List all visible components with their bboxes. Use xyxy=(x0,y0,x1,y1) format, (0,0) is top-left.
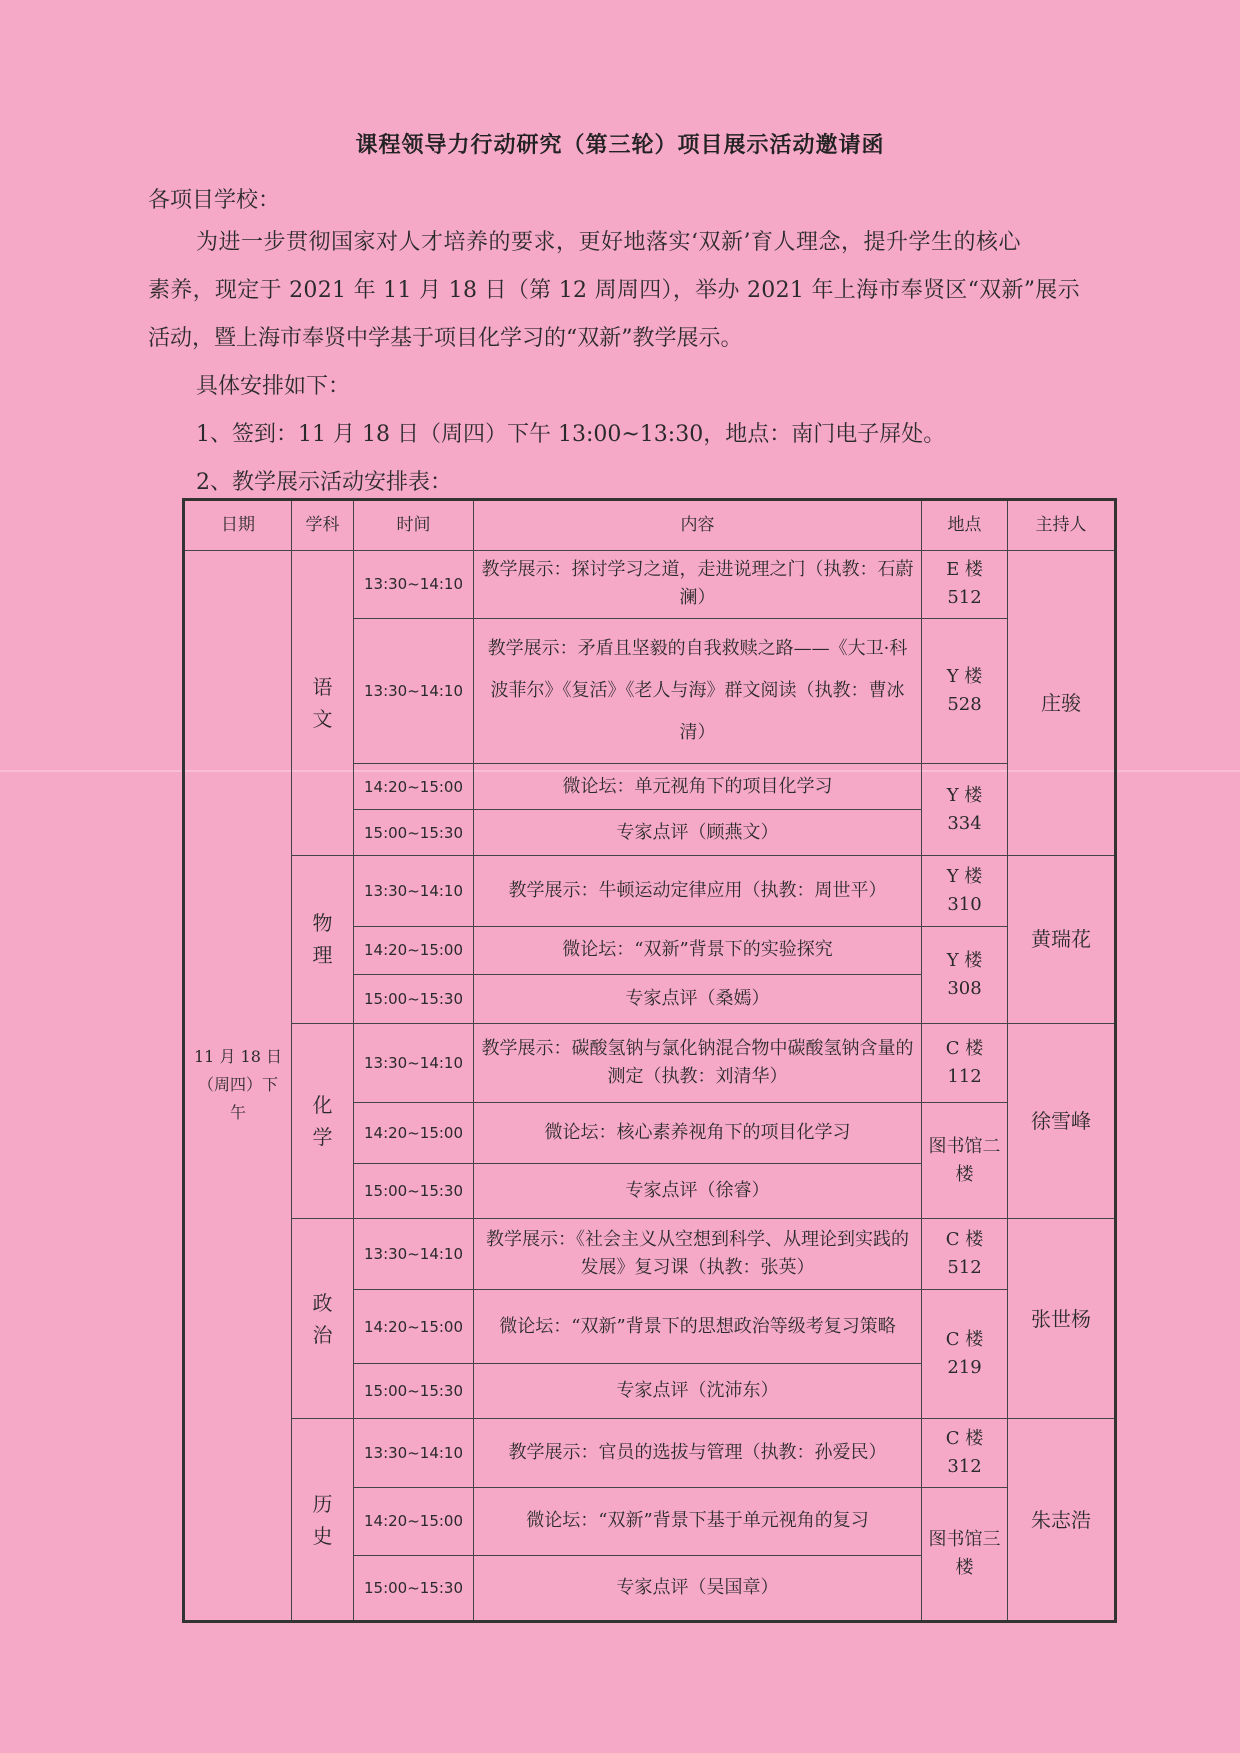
host-cell: 朱志浩 xyxy=(1008,1419,1116,1622)
location-cell: E 楼 512 xyxy=(922,550,1008,618)
header-date: 日期 xyxy=(184,500,292,551)
content-cell: 专家点评（沈沛东） xyxy=(474,1364,922,1419)
host-cell: 张世杨 xyxy=(1008,1219,1116,1419)
time-cell: 13:30~14:10 xyxy=(354,550,474,618)
time-cell: 14:20~15:00 xyxy=(354,1487,474,1555)
header-subject: 学科 xyxy=(292,500,354,551)
table-header-row xyxy=(184,500,1116,551)
content-cell: 教学展示：矛盾且坚毅的自我救赎之路——《大卫·科波菲尔》《复活》《老人与海》群文阅读（执教：曹冰清） xyxy=(474,618,922,763)
time-cell: 13:30~14:10 xyxy=(354,1023,474,1102)
content-cell: 微论坛：单元视角下的项目化学习 xyxy=(474,763,922,809)
content-cell: 微论坛：核心素养视角下的项目化学习 xyxy=(474,1102,922,1164)
subject-cell: 政治 xyxy=(292,1219,354,1419)
location-cell: 图书馆二楼 xyxy=(922,1102,1008,1219)
content-cell: 教学展示：牛顿运动定律应用（执教：周世平） xyxy=(474,856,922,926)
time-cell: 13:30~14:10 xyxy=(354,1219,474,1289)
date-cell: 11 月 18 日（周四）下午 xyxy=(184,550,292,1621)
subject-cell: 历史 xyxy=(292,1419,354,1622)
content-cell: 专家点评（桑嫣） xyxy=(474,975,922,1023)
content-cell: 专家点评（徐睿） xyxy=(474,1164,922,1219)
content-cell: 教学展示：碳酸氢钠与氯化钠混合物中碳酸氢钠含量的测定（执教：刘清华） xyxy=(474,1023,922,1102)
content-cell: 教学展示：探讨学习之道，走进说理之门（执教：石蔚澜） xyxy=(474,550,922,618)
host-cell: 庄骏 xyxy=(1008,550,1116,856)
location-cell: C 楼 512 xyxy=(922,1219,1008,1289)
paragraph-line-1: 为进一步贯彻国家对人才培养的要求，更好地落实‘双新’育人理念，提升学生的核心 xyxy=(196,230,1021,255)
time-cell: 14:20~15:00 xyxy=(354,1102,474,1164)
arrangement-intro: 具体安排如下： xyxy=(196,374,351,399)
greeting: 各项目学校： xyxy=(148,188,281,213)
document-title: 课程领导力行动研究（第三轮）项目展示活动邀请函 xyxy=(355,133,885,158)
schedule-table xyxy=(182,498,1117,1623)
table-row xyxy=(184,1219,1116,1289)
header-host: 主持人 xyxy=(1008,500,1116,551)
table-row xyxy=(184,1023,1116,1102)
location-cell: Y 楼 528 xyxy=(922,618,1008,763)
location-cell: C 楼 312 xyxy=(922,1419,1008,1487)
content-cell: 微论坛：“双新”背景下的实验探究 xyxy=(474,926,922,974)
location-cell: Y 楼 334 xyxy=(922,763,1008,855)
header-content: 内容 xyxy=(474,500,922,551)
time-cell: 15:00~15:30 xyxy=(354,1555,474,1621)
time-cell: 15:00~15:30 xyxy=(354,810,474,856)
time-cell: 14:20~15:00 xyxy=(354,763,474,809)
content-cell: 微论坛：“双新”背景下基于单元视角的复习 xyxy=(474,1487,922,1555)
time-cell: 13:30~14:10 xyxy=(354,856,474,926)
subject-cell: 语文 xyxy=(292,550,354,856)
time-cell: 14:20~15:00 xyxy=(354,926,474,974)
location-cell: Y 楼 308 xyxy=(922,926,1008,1023)
time-cell: 15:00~15:30 xyxy=(354,975,474,1023)
header-time: 时间 xyxy=(354,500,474,551)
content-cell: 教学展示：《社会主义从空想到科学、从理论到实践的发展》复习课（执教：张英） xyxy=(474,1219,922,1289)
time-cell: 15:00~15:30 xyxy=(354,1164,474,1219)
schedule-intro: 2、教学展示活动安排表： xyxy=(196,470,452,495)
header-location: 地点 xyxy=(922,500,1008,551)
location-cell: Y 楼 310 xyxy=(922,856,1008,926)
content-cell: 专家点评（顾燕文） xyxy=(474,810,922,856)
paragraph-line-2: 素养，现定于 2021 年 11 月 18 日（第 12 周周四），举办 2021 年上海市奉贤区“双新”展示 xyxy=(148,278,1080,303)
content-cell: 专家点评（吴国章） xyxy=(474,1555,922,1621)
location-cell: C 楼 219 xyxy=(922,1289,1008,1419)
location-cell: 图书馆三楼 xyxy=(922,1487,1008,1621)
host-cell: 黄瑞花 xyxy=(1008,856,1116,1023)
host-cell: 徐雪峰 xyxy=(1008,1023,1116,1219)
table-row xyxy=(184,1419,1116,1487)
location-cell: C 楼 112 xyxy=(922,1023,1008,1102)
signin-info: 1、签到：11 月 18 日（周四）下午 13:00~13:30，地点：南门电子屏处。 xyxy=(196,422,946,447)
content-cell: 微论坛：“双新”背景下的思想政治等级考复习策略 xyxy=(474,1289,922,1364)
content-cell: 教学展示：官员的选拔与管理（执教：孙爱民） xyxy=(474,1419,922,1487)
time-cell: 15:00~15:30 xyxy=(354,1364,474,1419)
table-row xyxy=(184,856,1116,926)
time-cell: 14:20~15:00 xyxy=(354,1289,474,1364)
subject-cell: 物理 xyxy=(292,856,354,1023)
table-row xyxy=(184,550,1116,618)
paragraph-line-3: 活动，暨上海市奉贤中学基于项目化学习的“双新”教学展示。 xyxy=(148,326,743,351)
time-cell: 13:30~14:10 xyxy=(354,618,474,763)
subject-cell: 化学 xyxy=(292,1023,354,1219)
time-cell: 13:30~14:10 xyxy=(354,1419,474,1487)
